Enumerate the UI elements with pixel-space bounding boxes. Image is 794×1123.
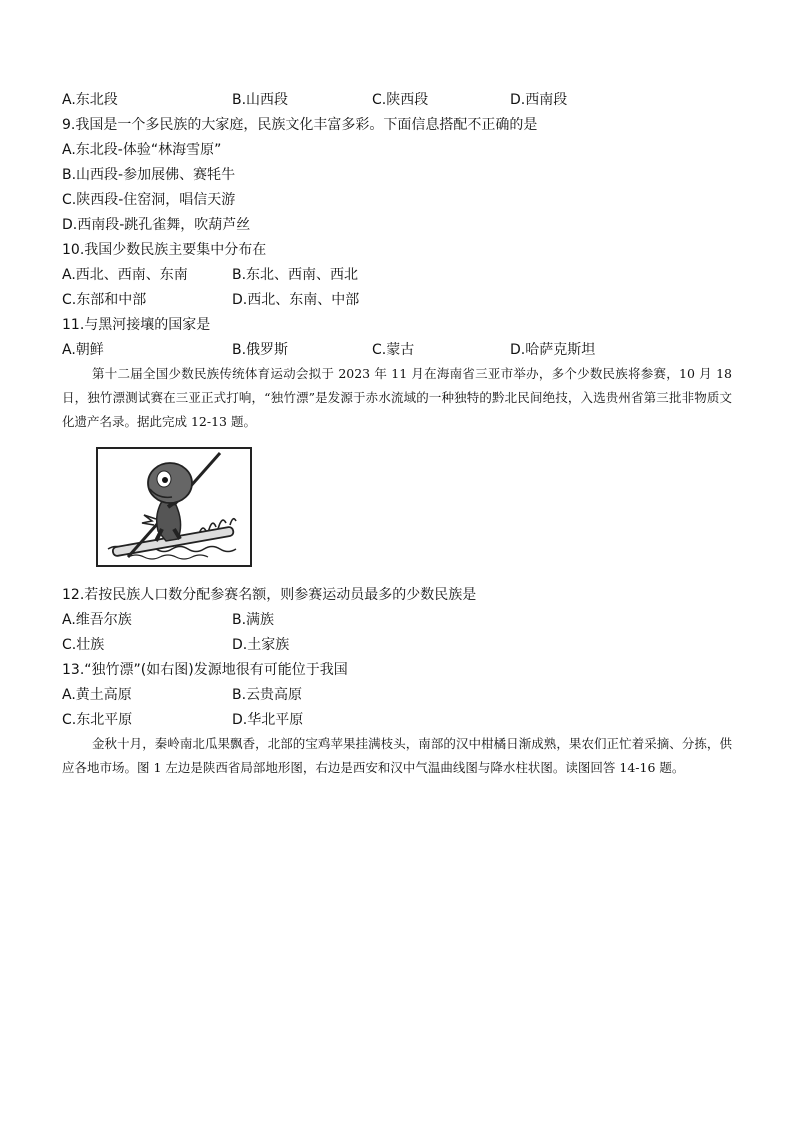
reading-passage-14-16: 金秋十月，秦岭南北瓜果飘香，北部的宝鸡苹果挂满枝头，南部的汉中柑橘日渐成熟，果农们正忙着采摘、分拣，供应各地市场。图 1 左边是陕西省局部地形图，右边是西安和汉中气温曲线图与降水柱状图。读图回答 14-16 题。 xyxy=(62,736,732,775)
q11-stem: 11.与黑河接壤的国家是 xyxy=(62,317,211,333)
q12-stem: 12.若按民族人口数分配参赛名额，则参赛运动员最多的少数民族是 xyxy=(62,587,477,603)
q9-option-c: C.陕西段-住窑洞，唱信天游 xyxy=(62,192,236,208)
q8-option-c: C.陕西段 xyxy=(372,92,429,108)
q10-option-b: B.东北、西南、西北 xyxy=(232,267,359,283)
reading-passage-12-13: 第十二届全国少数民族传统体育运动会拟于 2023 年 11 月在海南省三亚市举办，多个少数民族将参赛，10 月 18 日，独竹漂测试赛在三亚正式打响，“独竹漂”是发源于赤水流域的一种独特的黔北民间绝技，入选贵州省第三批非物质文化遗产名录。据此完成 12-13 题。 xyxy=(62,366,732,429)
q9-stem: 9.我国是一个多民族的大家庭，民族文化丰富多彩。下面信息搭配不正确的是 xyxy=(62,117,538,133)
q11-option-c: C.蒙古 xyxy=(372,342,415,358)
q13-option-a: A.黄土高原 xyxy=(62,687,132,703)
q13-option-b: B.云贵高原 xyxy=(232,687,303,703)
q8-option-d: D.西南段 xyxy=(510,92,568,108)
q13-option-c: C.东北平原 xyxy=(62,712,133,728)
q12-option-c: C.壮族 xyxy=(62,637,105,653)
q10-option-a: A.西北、西南、东南 xyxy=(62,267,188,283)
q9-option-a: A.东北段-体验“林海雪原” xyxy=(62,142,222,158)
q13-option-d: D.华北平原 xyxy=(232,712,304,728)
q12-option-b: B.满族 xyxy=(232,612,275,628)
q11-option-a: A.朝鲜 xyxy=(62,342,104,358)
mascot-bamboo-rafting-icon xyxy=(98,449,250,565)
du-zhu-piao-illustration xyxy=(96,447,252,567)
q11-option-d: D.哈萨克斯坦 xyxy=(510,342,596,358)
q12-option-a: A.维吾尔族 xyxy=(62,612,132,628)
q10-stem: 10.我国少数民族主要集中分布在 xyxy=(62,242,267,258)
q10-option-c: C.东部和中部 xyxy=(62,292,147,308)
q12-option-d: D.土家族 xyxy=(232,637,290,653)
q10-option-d: D.西北、东南、中部 xyxy=(232,292,360,308)
q8-option-a: A.东北段 xyxy=(62,92,118,108)
q11-option-b: B.俄罗斯 xyxy=(232,342,289,358)
q9-option-b: B.山西段-参加展佛、赛牦牛 xyxy=(62,167,236,183)
q9-option-d: D.西南段-跳孔雀舞，吹葫芦丝 xyxy=(62,217,251,233)
q8-option-b: B.山西段 xyxy=(232,92,289,108)
q13-stem: 13.“独竹漂”(如右图)发源地很有可能位于我国 xyxy=(62,662,348,678)
